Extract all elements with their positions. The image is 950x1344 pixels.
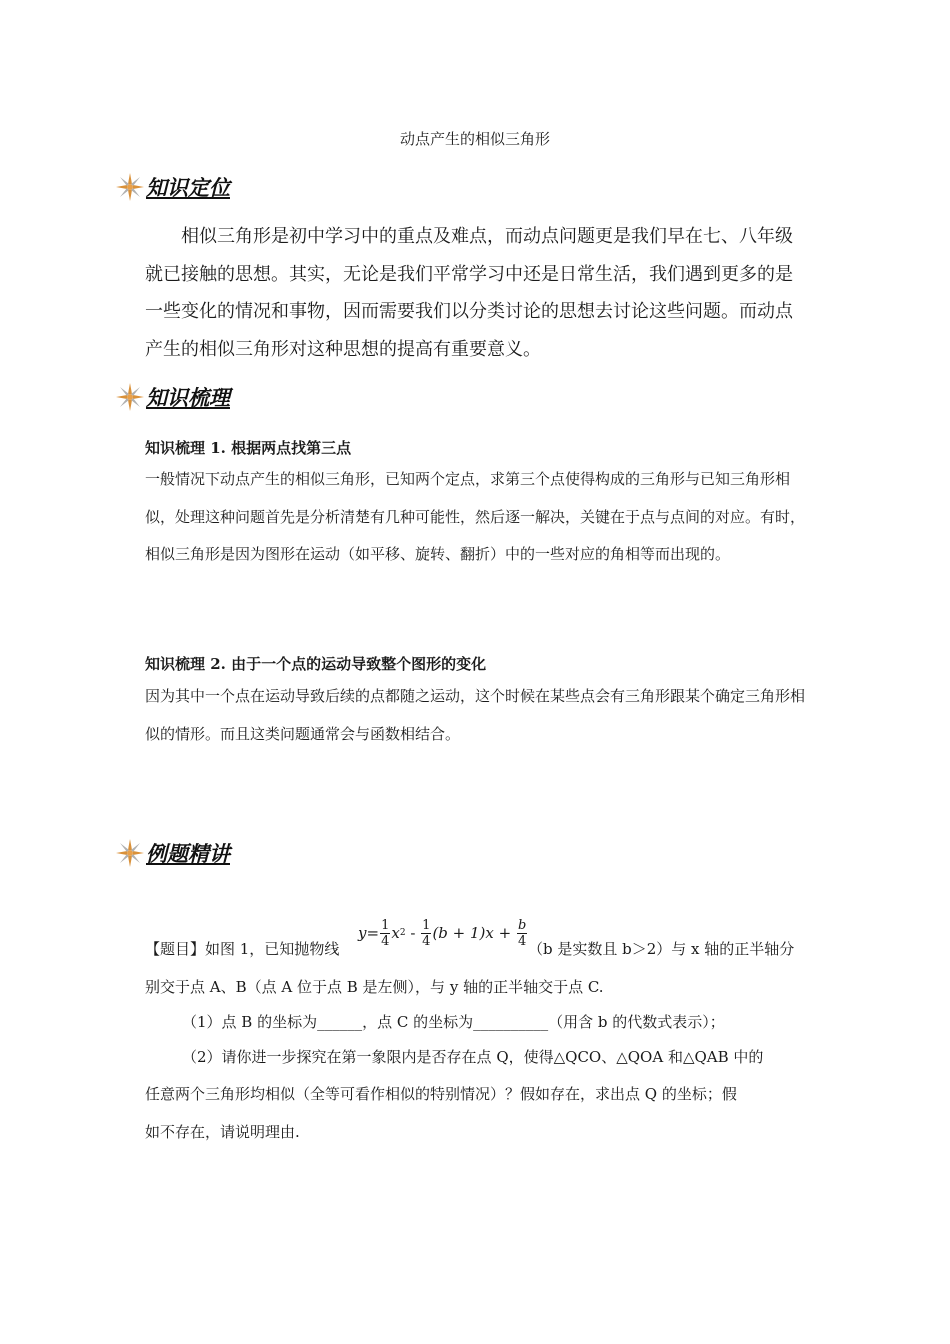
parabola-formula (358, 908, 528, 958)
question-2-line3: 如不存在，请说明理由. (145, 1123, 300, 1141)
section-heading-positioning (114, 170, 230, 204)
problem-lead: 【题目】如图 1，已知抛物线 (145, 940, 340, 958)
formula-y: y (358, 924, 367, 942)
question-1: （1）点 B 的坐标为______，点 C 的坐标为__________（用含 b 的代数式表示）； (182, 1013, 725, 1031)
formula-eq: = (366, 924, 380, 942)
section-heading-label: 知识梳理 (146, 386, 230, 410)
section-heading-label: 知识定位 (146, 176, 230, 200)
section-heading-examples (114, 836, 230, 870)
question-2-line2: 任意两个三角形均相似（全等可看作相似的特别情况）？假如存在，求出点 Q 的坐标；假 (145, 1085, 737, 1103)
formula-square: 2 (399, 928, 406, 938)
sparkle-icon (114, 381, 146, 413)
problem-line2: 别交于点 A、B（点 A 位于点 B 是左侧），与 y 轴的正半轴交于点 C. (145, 978, 604, 996)
page-title: 动点产生的相似三角形 (399, 130, 550, 148)
point1-heading: 知识梳理 1. 根据两点找第三点 (145, 439, 352, 457)
point2-heading: 知识梳理 2. 由于一个点的运动导致整个图形的变化 (145, 655, 487, 673)
fraction-quarter-2: $\frac{1}{4}$ (422, 917, 431, 949)
sparkle-icon (114, 837, 146, 869)
point2-body: 因为其中一个点在运动导致后续的点都随之运动，这个时候在某些点会有三角形跟某个确定三角形相似的情形。而且这类问题通常会与函数相结合。 (145, 687, 806, 743)
intro-paragraph: 相似三角形是初中学习中的重点及难点，而动点问题更是我们早在七、八年级就已接触的思想。其实，无论是我们平常学习中还是日常生活，我们遇到更多的是一些变化的情况和事物，因而需要我们以分类讨论的思想去讨论这些问题。而动点产生的相似三角形对这种思想的提高有重要意义。 (145, 226, 793, 360)
section-heading-label: 例题精讲 (146, 842, 230, 866)
question-2-line1: （2）请你进一步探究在第一象限内是否存在点 Q，使得△QCO、△QOA 和△QAB 中的 (182, 1048, 764, 1066)
section-heading-sorting (114, 380, 230, 414)
problem-condition: （b 是实数且 b＞2）与 x 轴的正半轴分 (528, 940, 795, 958)
point1-body: 一般情况下动点产生的相似三角形，已知两个定点，求第三个点使得构成的三角形与已知三角形相似，处理这种问题首先是分析清楚有几种可能性，然后逐一解决，关键在于点与点间的对应。有时，相似三角形是因为图形在运动（如平移、旋转、翻折）中的一些对应的角相等而出现的。 (145, 470, 806, 563)
formula-minus: - (405, 924, 421, 942)
formula-x: x (391, 924, 400, 942)
sparkle-icon (114, 171, 146, 203)
fraction-b-over-4: $\frac{b}{4}$ (517, 917, 527, 949)
fraction-quarter-1: $\frac{1}{4}$ (381, 917, 390, 949)
formula-b-term: (b + 1)x + (432, 924, 516, 942)
